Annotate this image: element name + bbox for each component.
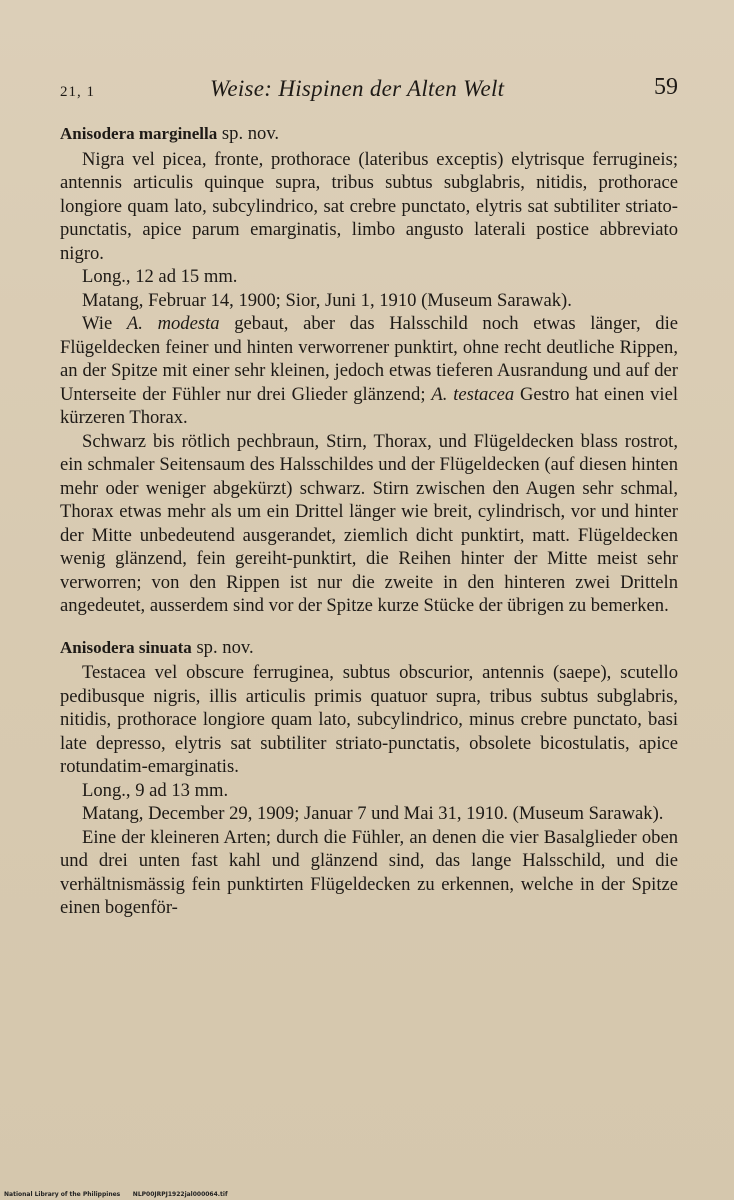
length-measure: Long., 9 ad 13 mm. <box>82 779 229 801</box>
volume-number: 21, 1 <box>60 84 95 100</box>
species-tag: sp. nov. <box>221 123 280 144</box>
running-head: Weise: Hispinen der Alten Welt <box>210 76 505 101</box>
library-name: National Library of the Philippines <box>4 1191 121 1198</box>
scan-footer <box>4 1191 228 1198</box>
species-heading-sinuata <box>60 636 678 660</box>
latin-diagnosis: Nigra vel picea, fronte, prothorace (lateribus exceptis) elytrisque ferrugineis; antennis articulis quinque supra, tribus subtus subglabris, nitidis, prothorace longiore quam lato, subcylindrico, sat crebre punctato, elytris sat subtiliter striato-punctatis, apice parum emarginatis, limbo angusto laterali postice abbreviato nigro. <box>60 148 678 264</box>
comparison-paragraph: Wie A. modesta gebaut, aber das Halsschild noch etwas länger, die Flügeldecken feiner und hinten verworrener punktirt, ohne recht deutliche Rippen, an der Spitze mit einer sehr kleinen, jedoch etwas tieferen Ausrandung und auf der Unterseite der Fühler nur drei Glieder glänzend; A. testacea Gestro hat einen viel kürzeren Thorax. <box>60 313 678 428</box>
species-name: Anisodera sinuata <box>60 637 192 657</box>
species-tag: sp. nov. <box>196 636 254 658</box>
locality-record: Matang, December 29, 1909; Januar 7 und Mai 31, 1910. (Museum Sarawak). <box>82 803 664 824</box>
page-number: 59 <box>654 74 678 100</box>
latin-diagnosis: Testacea vel obscure ferruginea, subtus obscurior, antennis (saepe), scutello pedibusque nigris, illis articulis primis quatuor supra, tribus subtus subglabris, nitidis, prothorace longiore quam lato, subcylindrico, minus crebre punctato, basi late depresso, elytris sat subtiliter striato-punctatis, obsolete bicostulatis, apice rotundatim-emarginatis. <box>60 662 678 777</box>
locality-record: Matang, Februar 14, 1900; Sior, Juni 1, 1910 (Museum Sarawak). <box>82 289 572 311</box>
page-body <box>60 122 678 920</box>
species-name: Anisodera marginella <box>60 124 218 143</box>
description-paragraph: Eine der kleineren Arten; durch die Fühler, an denen die vier Basalglieder oben und drei unten fast kahl und glänzend sind, das lange Halsschild, und die verhältnismässig fein punktirten Flügeldecken zu erkennen, welche in der Spitze einen bogenför- <box>60 826 678 918</box>
description-paragraph: Schwarz bis rötlich pechbraun, Stirn, Thorax, und Flügeldecken blass rostrot, ein schmaler Seitensaum des Halsschildes und der Flügeldecken (auf diesen hinten mehr oder weniger abgekürzt) schwarz. Stirn zwischen den Augen sehr schmal, Thorax etwas mehr als um ein Drittel länger wie breit, cylindrisch, vor und hinter der Mitte unbedeutend ausgerandet, ziemlich dicht punktirt, matt. Flügeldecken wenig glänzend, fein gereiht-punktirt, die Reihen hinter der Mitte meist sehr verworren; von den Rippen ist nur die zweite in den hinteren zwei Dritteln angedeutet, ausserdem sind vor der Spitze kurze Stücke der übrigen zu bemerken. <box>60 430 678 616</box>
length-measure: Long., 12 ad 15 mm. <box>82 266 238 287</box>
species-heading-marginella <box>60 122 678 146</box>
page-header <box>60 72 678 112</box>
file-name: NLP00JRPJ1922jal000064.tif <box>132 1191 228 1198</box>
